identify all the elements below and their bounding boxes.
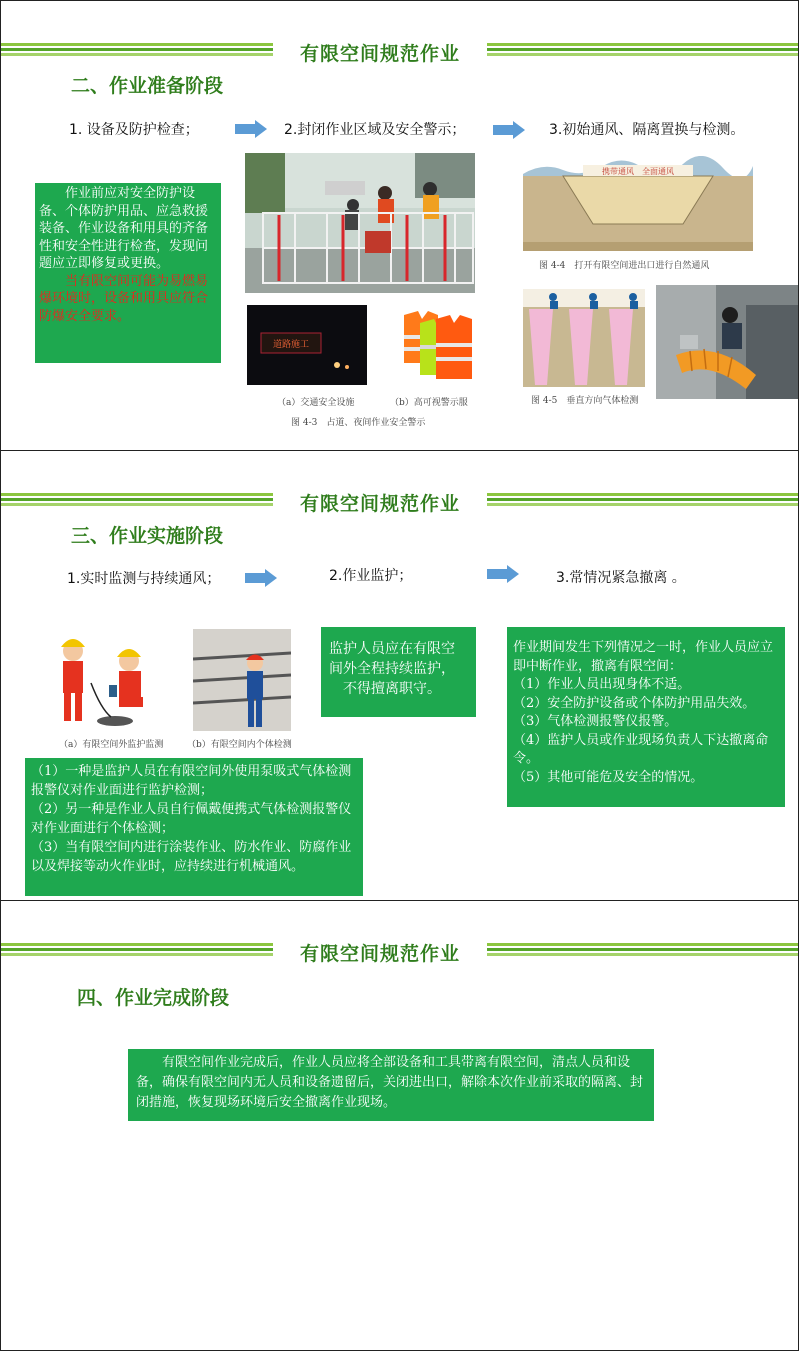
arrow-right-icon: [235, 120, 267, 138]
photo-ventilation-duct: [656, 285, 798, 399]
stage-heading: 四、作业完成阶段: [77, 987, 230, 1009]
caption-fig45: 图 4-5 垂直方向气体检测: [531, 396, 639, 406]
arrow-right-icon: [487, 565, 519, 583]
preparation-text-box: [35, 183, 221, 363]
header-stripes-right: [487, 493, 799, 507]
photo-fenced-worksite: [245, 153, 475, 293]
caption-fig43a: （a）交通安全设施: [277, 398, 355, 408]
box-paragraph-1: 作业前应对安全防护设备、个体防护用品、应急救援装备、作业设备和用具的齐备性和安全性进行检查，发现问题应立即修复或更换。: [39, 186, 209, 271]
completion-text-box: 有限空间作业完成后，作业人员应将全部设备和工具带离有限空间，清点人员和设备，确保有限空间内无人员和设备遗留后，关闭进出口，解除本次作业前采取的隔离、封闭措施，恢复现场环境后安全撤离作业现场。: [128, 1049, 654, 1121]
stage-heading: 三、作业实施阶段: [71, 525, 224, 547]
header-stripes-right: [487, 943, 799, 957]
supervision-box: 监护人员应在有限空间外全程持续监护， 不得擅离职守。: [321, 627, 476, 717]
photo-high-vis-vests: [396, 305, 484, 385]
box-paragraph-2-warning: 当有限空间可能为易燃易爆环境时，设备和用具应符合防爆安全要求。: [39, 273, 209, 324]
stage-heading: 二、作业准备阶段: [71, 75, 224, 97]
emergency-evacuation-box: 作业期间发生下列情况之一时，作业人员应立即中断作业，撤离有限空间： （1）作业人员出现身体不适。 （2）安全防护设备或个体防护用品失效。 （3）气体检测报警仪报警。 （4）监护人员或作业现场负责人下达撤离命令。 （5）其他可能危及安全的情况。: [507, 627, 785, 807]
slide-title: 有限空间规范作业: [299, 943, 460, 965]
step-2: 2.封闭作业区域及安全警示；: [284, 122, 466, 138]
step-1: 1. 设备及防护检查；: [69, 122, 199, 138]
slide-title: 有限空间规范作业: [299, 43, 460, 65]
arrow-right-icon: [245, 569, 277, 587]
slide-title: 有限空间规范作业: [299, 493, 460, 515]
slide-implementation: [0, 450, 799, 901]
ventilation-banner-text: 携带通风 全面通风: [602, 167, 674, 176]
step-3: 3.初始通风、隔离置换与检测。: [549, 122, 745, 138]
arrow-right-icon: [493, 121, 525, 139]
caption-fig43: 图 4-3 占道、夜间作业安全警示: [291, 418, 426, 428]
illustration-inside-detection: [193, 629, 291, 731]
step-1: 1.实时监测与持续通风；: [67, 571, 221, 587]
step-2: 2.作业监护；: [329, 568, 413, 584]
header-stripes-left: [1, 493, 273, 507]
diagram-natural-ventilation: [523, 156, 753, 251]
caption-a: （a）有限空间外监护监测: [59, 740, 164, 750]
monitoring-ventilation-box: （1）一种是监护人员在有限空间外使用泵吸式气体检测报警仪对作业面进行监护检测； （2）另一种是作业人员自行佩戴便携式气体检测报警仪对作业面进行个体检测； （3）当有限空间内进行涂装作业、防水作业、防腐作业以及焊接等动火作业时，应持续进行机械通风。: [25, 758, 363, 896]
step-3: 3.常情况紧急撤离 。: [556, 570, 686, 586]
header-stripes-left: [1, 943, 273, 957]
photo-night-traffic-sign: [247, 305, 367, 385]
slide-completion: [0, 900, 799, 1351]
illustration-outside-monitoring: [51, 629, 169, 731]
caption-b: （b）有限空间内个体检测: [187, 740, 292, 750]
header-stripes-right: [487, 43, 799, 57]
diagram-vertical-gas-detection: [523, 289, 645, 387]
slide-preparation: [0, 0, 799, 451]
caption-fig44: 图 4-4 打开有限空间进出口进行自然通风: [539, 261, 710, 271]
caption-fig43b: （b）高可视警示服: [390, 398, 468, 408]
header-stripes-left: [1, 43, 273, 57]
night-sign-text: 道路施工: [272, 340, 310, 350]
